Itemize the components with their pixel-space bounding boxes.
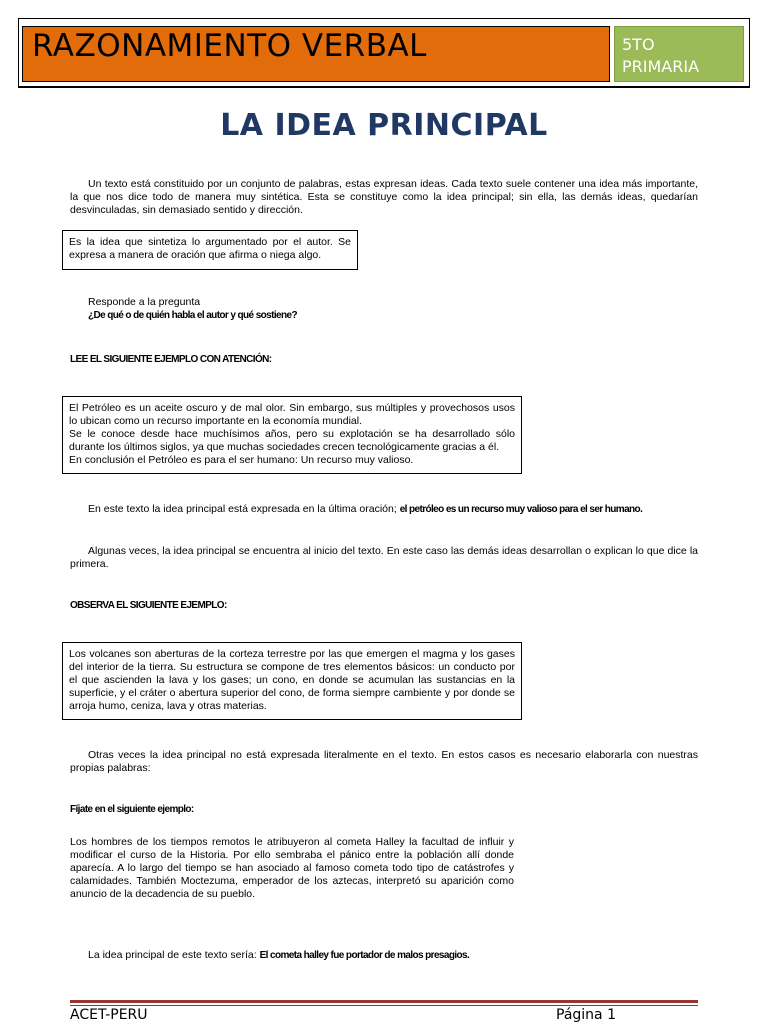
question-prompt: Responde a la pregunta bbox=[88, 296, 201, 308]
explanation-1 bbox=[88, 503, 708, 516]
explanation-1-bold: el petróleo es un recurso muy valioso para el ser humano. bbox=[399, 504, 643, 515]
header-title: RAZONAMIENTO VERBAL bbox=[32, 28, 427, 64]
example-1-line-1: El Petróleo es un aceite oscuro y de mal olor. Sin embargo, sus múltiples y provechosos usos lo ubican como un recurso importante en la economía mundial. bbox=[69, 402, 515, 427]
conclusion bbox=[88, 949, 708, 962]
footer-rule-thin bbox=[70, 1005, 698, 1006]
grade-line-1: 5TO bbox=[622, 35, 655, 54]
example-1-line-2: Se le conoce desde hace muchísimos años, pero su explotación se ha desarrollado sólo durante los últimos siglos, ya que muchas sociedades crecen tecnológicamente gracias a él. bbox=[69, 428, 515, 453]
explanation-1-text: En este texto la idea principal está expresada en la última oración; bbox=[88, 503, 400, 515]
footer-page-number: Página 1 bbox=[556, 1007, 616, 1023]
question-text: ¿De qué o de quién habla el autor y qué sostiene? bbox=[88, 310, 297, 321]
intro-paragraph: Un texto está constituido por un conjunto de palabras, estas expresan ideas. Cada texto suele contener una idea más importante, la que nos dice todo de manera muy sintética. Esta se constituye como la idea principal; sin ella, las demás ideas, quedarían desvinculadas, sin demasiado sentido y dirección. bbox=[70, 178, 698, 216]
instruction-3: Fíjate en el siguiente ejemplo: bbox=[70, 804, 194, 815]
grade-badge bbox=[614, 26, 744, 82]
example-3-paragraph: Los hombres de los tiempos remotos le atribuyeron al cometa Halley la facultad de influir y modificar el curso de la Historia. Por ello sembraba el pánico entre la población allí donde aparecía. A lo largo del tiempo se han asociado al famoso cometa todo tipo de catástrofes y calamidades. También Moctezuma, emperador de los aztecas, interpretó su aparición como anuncio de la decadencia de su pueblo. bbox=[70, 836, 514, 900]
instruction-2: OBSERVA EL SIGUIENTE EJEMPLO: bbox=[70, 600, 227, 611]
footer-organization: ACET-PERU bbox=[70, 1007, 148, 1023]
example-2-text: Los volcanes son aberturas de la corteza terrestre por las que emergen el magma y los gases del interior de la tierra. Su estructura se compone de tres elementos básicos: un conducto por el que ascienden la lava y los gases; un cono, en donde se acumulan las sustancias en la superficie, y el cráter o abertura superior del cono, de forma siempre cambiente y por donde se arroja humo, ceniza, lava y otras materias. bbox=[69, 648, 515, 712]
conclusion-bold: El cometa halley fue portador de malos presagios. bbox=[259, 950, 470, 961]
paragraph-2: Algunas veces, la idea principal se encuentra al inicio del texto. En este caso las demás ideas desarrollan o explican lo que dice la primera. bbox=[70, 545, 698, 570]
document-title: LA IDEA PRINCIPAL bbox=[220, 108, 548, 143]
example-2-box bbox=[62, 642, 522, 720]
example-1-box bbox=[62, 396, 522, 474]
paragraph-3: Otras veces la idea principal no está expresada literalmente en el texto. En estos casos es necesario elaborarla con nuestras propias palabras: bbox=[70, 749, 698, 774]
instruction-1: LEE EL SIGUIENTE EJEMPLO CON ATENCIÓN: bbox=[70, 354, 272, 365]
example-1-line-3: En conclusión el Petróleo es para el ser humano: Un recurso muy valioso. bbox=[69, 454, 414, 466]
conclusion-text: La idea principal de este texto sería: bbox=[88, 949, 260, 961]
grade-line-2: PRIMARIA bbox=[622, 57, 700, 76]
definition-text: Es la idea que sintetiza lo argumentado por el autor. Se expresa a manera de oración que afirma o niega algo. bbox=[69, 236, 351, 261]
definition-box bbox=[62, 230, 358, 270]
footer-rule-thick bbox=[70, 1000, 698, 1003]
